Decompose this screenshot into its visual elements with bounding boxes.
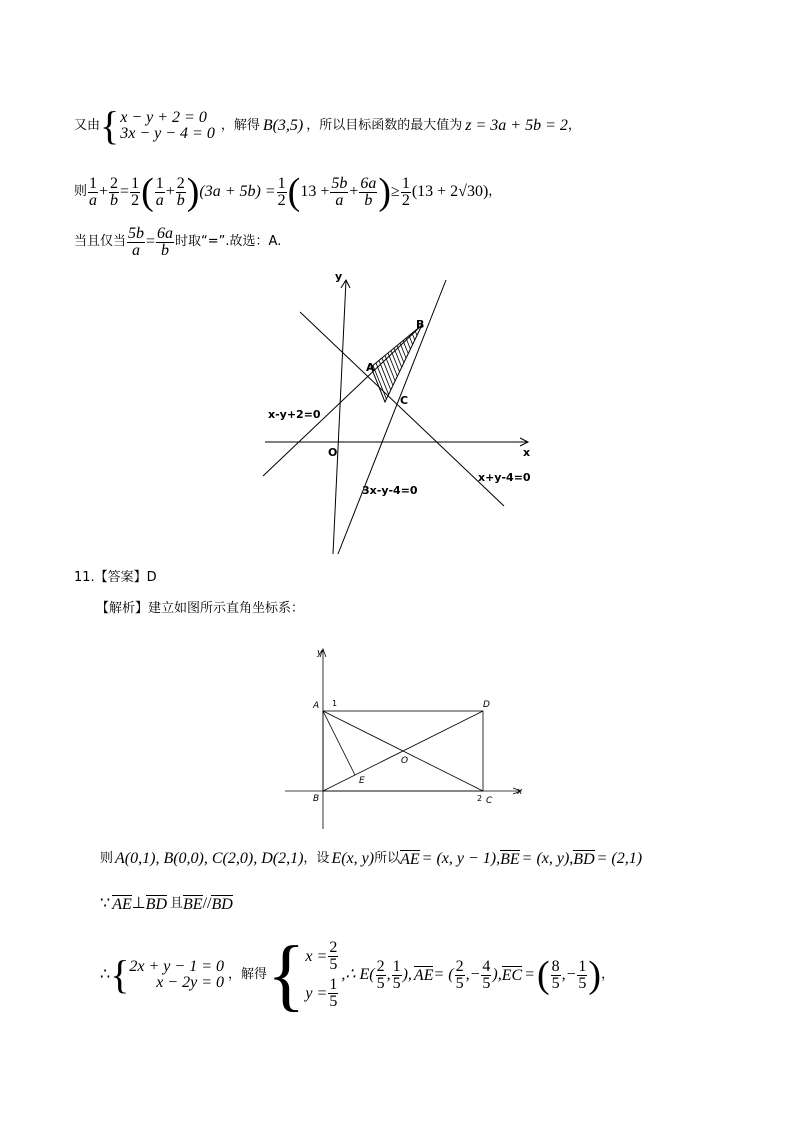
line4-be: = (x, y), bbox=[521, 850, 574, 867]
system-1 bbox=[120, 110, 215, 142]
line2-geq: ≥ bbox=[391, 183, 400, 200]
frac-1-2-b: $\frac{1}{2}$ bbox=[277, 174, 286, 209]
frac-2-b: $\frac{2}{b}$ bbox=[110, 174, 119, 209]
line-6: ∴ { 2x + y − 1 = 0 x − 2y = 0 ，解得 { x = $\frac{2}{5}$ y = $\frac{1}{5}$ ,∴ E( $\frac{2}{5}$ , $\frac{1}{5}$ ), AE = ( $\frac{2}{5}$ ,− $\frac{4}{5}$ ), EC = ( $\frac{8}{5}$ ,− $\frac{1}{5}$ ) ， bbox=[100, 931, 615, 1019]
frac-e-y: $\frac{1}{5}$ bbox=[392, 957, 401, 992]
parallel-symbol: // bbox=[202, 895, 212, 912]
line2-result: (13 + 2√30) bbox=[411, 183, 489, 200]
vec-be-2: BE bbox=[183, 896, 203, 913]
vec-be: BE bbox=[500, 851, 520, 868]
line-4 bbox=[100, 848, 642, 870]
label-one: 1 bbox=[332, 699, 338, 708]
system-2-eq1: 2x + y − 1 = 0 bbox=[129, 958, 224, 975]
line1-end: ， bbox=[567, 118, 581, 133]
line2-prefix: 则 bbox=[74, 184, 88, 199]
label-b: B bbox=[313, 794, 320, 804]
line1-mid2: ，所以目标函数的最大值为 bbox=[306, 118, 463, 133]
line3-prefix: 当且仅当 bbox=[74, 234, 127, 249]
frac-1-2: $\frac{1}{2}$ bbox=[131, 174, 140, 209]
line4-prefix: 则 bbox=[100, 851, 114, 866]
line3-suffix: 时取“=”.故选：A. bbox=[175, 234, 282, 249]
vec-ae-3: AE bbox=[413, 967, 434, 984]
line1-mid: ，解得 bbox=[220, 118, 260, 133]
label-c: C bbox=[400, 394, 409, 407]
label-x: x bbox=[517, 787, 523, 797]
line2-thirteen: 13 + bbox=[300, 183, 330, 200]
frac-1-2-c: $\frac{1}{2}$ bbox=[401, 174, 410, 209]
frac-e-x: $\frac{2}{5}$ bbox=[376, 957, 385, 992]
label-two: 2 bbox=[477, 794, 483, 803]
therefore-symbol: ∴ bbox=[100, 966, 111, 983]
label-o: O bbox=[401, 756, 409, 766]
line-3x-y-4 bbox=[338, 280, 446, 554]
label-e: E bbox=[359, 776, 365, 786]
line1-prefix: 又由 bbox=[74, 118, 101, 133]
label-line2: 3x-y-4=0 bbox=[362, 484, 418, 497]
frac-ec-y: $\frac{1}{5}$ bbox=[578, 957, 587, 992]
y-axis bbox=[333, 280, 346, 554]
frac-5b-a: $\frac{5b}{a}$ bbox=[331, 174, 348, 209]
line5-and: 且 bbox=[170, 896, 184, 911]
label-c: C bbox=[486, 796, 493, 806]
line-3: 当且仅当 $\frac{5b}{a}$ = $\frac{6a}{b}$ 时取“=”.故选：A. bbox=[74, 224, 282, 259]
frac-5b-a-2: $\frac{5b}{a}$ bbox=[128, 224, 145, 259]
frac-ec-x: $\frac{8}{5}$ bbox=[551, 957, 560, 992]
vec-bd-3: BD bbox=[211, 896, 233, 913]
line4-mid: ，设 bbox=[303, 851, 330, 866]
frac-1-a: $\frac{1}{a}$ bbox=[89, 174, 98, 209]
solution-x-label: x = bbox=[305, 947, 328, 965]
line1-expr: z = 3a + 5b = 2 bbox=[465, 117, 568, 134]
line6-ae-eq: = ( bbox=[433, 966, 454, 983]
coordinate-diagram bbox=[285, 643, 525, 833]
line4-mid2: 所以 bbox=[374, 851, 401, 866]
line6-solve: ，解得 bbox=[227, 967, 267, 982]
line2-end: ， bbox=[488, 184, 502, 199]
solution-y-label: y = bbox=[305, 984, 328, 1002]
system-2 bbox=[129, 959, 224, 991]
vec-bd: BD bbox=[573, 851, 595, 868]
line1-point: B(3,5) bbox=[262, 117, 304, 134]
line6-end: ， bbox=[601, 967, 615, 982]
because-symbol: ∵ bbox=[100, 895, 111, 912]
label-d: D bbox=[483, 700, 490, 710]
line-5 bbox=[100, 893, 233, 915]
line-2: 则 $\frac{1}{a}$ + $\frac{2}{b}$ = $\frac{1}{2}$ ( $\frac{1}{a}$ + $\frac{2}{b}$ ) (3a + 5b) = $\frac{1}{2}$ ( 13 + $\frac{5b}{a}$ + $\frac{6a}{b}$ ) ≥ $\frac{1}{2}$ (13 + 2√30) ， bbox=[74, 171, 502, 213]
q11-answer: 11.【答案】D bbox=[74, 570, 157, 585]
frac-1-5: $\frac{1}{5}$ bbox=[329, 976, 338, 1010]
system-1-eq1: x − y + 2 = 0 bbox=[120, 109, 207, 126]
label-line3: x+y-4=0 bbox=[478, 471, 531, 484]
label-b: B bbox=[416, 318, 425, 331]
line4-points: A(0,1), B(0,0), C(2,0), D(2,1) bbox=[115, 850, 304, 867]
line6-ec-prefix: ), bbox=[402, 966, 412, 983]
frac-2-5: $\frac{2}{5}$ bbox=[329, 939, 338, 973]
label-a: A bbox=[366, 361, 375, 374]
vec-ae: AE bbox=[400, 851, 420, 868]
frac-2-b-b: $\frac{2}{b}$ bbox=[176, 174, 185, 209]
line2-tail: (3a + 5b) = bbox=[199, 183, 276, 200]
label-x: x bbox=[523, 446, 531, 459]
frac-ae-y: $\frac{4}{5}$ bbox=[482, 957, 491, 992]
line4-e: E(x, y) bbox=[331, 850, 375, 867]
label-y: y bbox=[317, 648, 323, 658]
linear-programming-graph bbox=[260, 268, 540, 558]
frac-6a-b: $\frac{6a}{b}$ bbox=[360, 174, 377, 209]
vec-ae-2: AE bbox=[112, 896, 132, 913]
vec-bd-2: BD bbox=[145, 896, 167, 913]
line4-bd: = (2,1) bbox=[596, 850, 643, 867]
frac-ae-x: $\frac{2}{5}$ bbox=[455, 957, 464, 992]
system-1-eq2: 3x − y − 4 = 0 bbox=[120, 125, 215, 142]
brace: { bbox=[100, 103, 120, 148]
perp-symbol: ⊥ bbox=[131, 895, 146, 912]
line6-ec-eq: = bbox=[524, 966, 535, 983]
frac-6a-b-2: $\frac{6a}{b}$ bbox=[157, 224, 174, 259]
label-y: y bbox=[335, 270, 343, 283]
label-a: A bbox=[313, 701, 320, 711]
q11-analysis: 【解析】建立如图所示直角坐标系： bbox=[96, 601, 305, 616]
frac-1-a-b: $\frac{1}{a}$ bbox=[155, 174, 164, 209]
label-o: O bbox=[328, 446, 338, 459]
label-line1: x-y+2=0 bbox=[268, 408, 321, 421]
segment-ae bbox=[323, 711, 355, 775]
line4-ae: = (x, y − 1), bbox=[421, 850, 501, 867]
system-2-eq2: x − 2y = 0 bbox=[156, 974, 224, 991]
solution bbox=[305, 940, 339, 1010]
vec-ec: EC bbox=[501, 967, 523, 984]
line-1 bbox=[74, 103, 581, 148]
line6-then: ,∴ E( bbox=[341, 966, 375, 983]
